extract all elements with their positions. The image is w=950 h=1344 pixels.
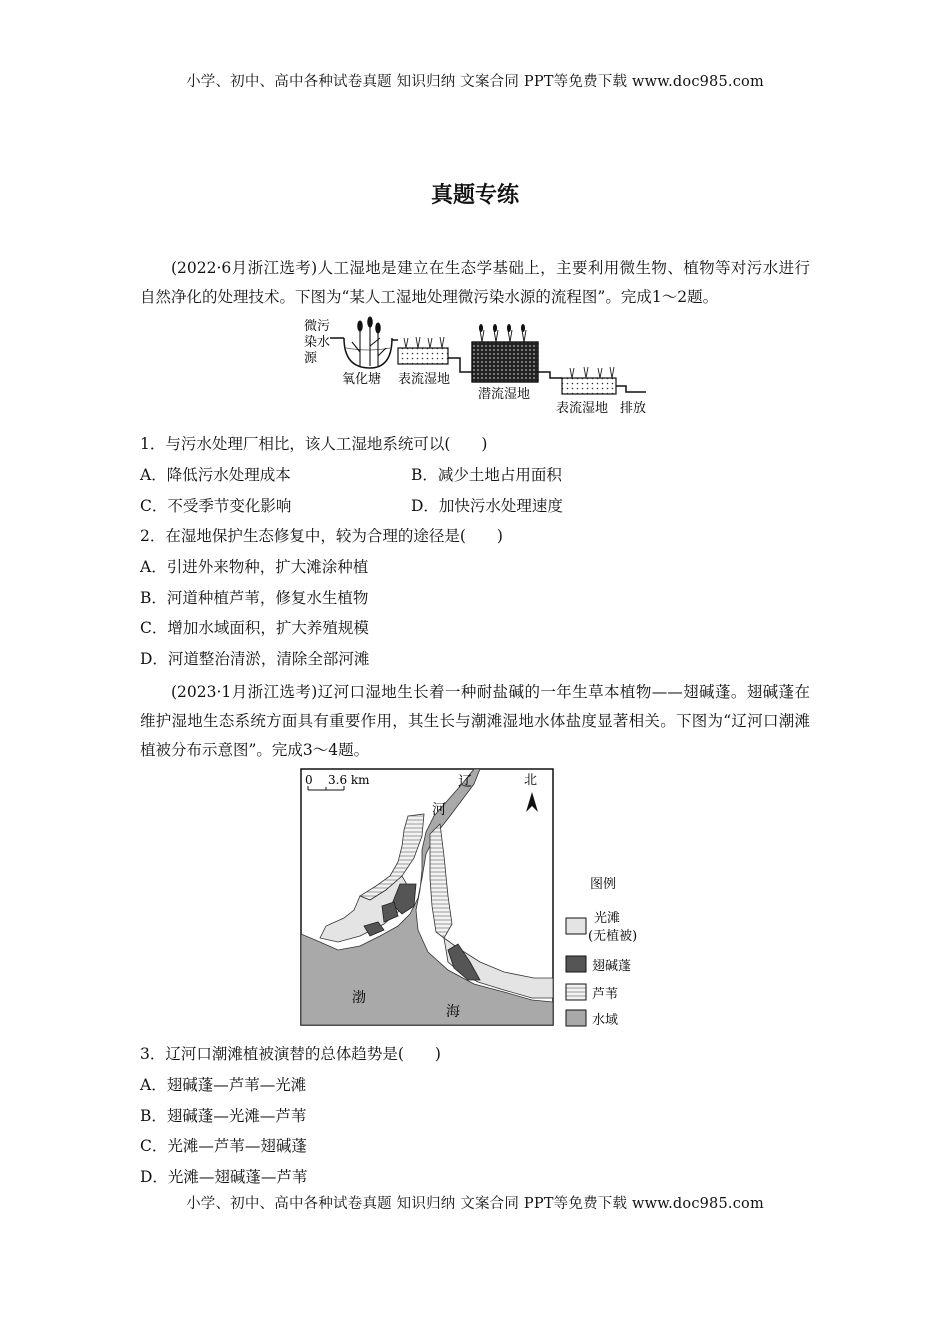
plant-icon (479, 325, 526, 343)
legend-swatch-water (566, 1010, 586, 1026)
surface-wetland-2 (562, 378, 616, 394)
page-header: 小学、初中、高中各种试卷真题 知识归纳 文案合同 PPT等免费下载 www.doc985.com (186, 74, 764, 90)
legend-reed-label: 芦苇 (592, 987, 619, 1002)
plant-icon (570, 367, 614, 378)
stage-surface-wetland-1: 表流湿地 (398, 372, 451, 387)
q2-option-a: A．引进外来物种，扩大滩涂种植 (140, 558, 369, 576)
q1-option-b: B．减少土地占用面积 (411, 466, 562, 484)
sea-label-1: 渤 (352, 990, 366, 1006)
discharge-pipe (616, 386, 646, 392)
q1-option-d: D．加快污水处理速度 (411, 497, 563, 515)
scale-zero: 0 (305, 773, 313, 787)
sea-label-2: 海 (446, 1004, 460, 1020)
passage-2: (2023·1月浙江选考)辽河口湿地生长着一种耐盐碱的一年生草本植物——翅碱蓬。翅碱蓬在维护湿地生态系统方面具有重要作用，其生长与潮滩湿地水体盐度显著相关。下图为“辽河口潮滩植被分布示意图”。完成3～4题。 (140, 683, 810, 759)
scale-label: 3.6 km (328, 773, 370, 787)
subsurface-wetland (472, 342, 538, 382)
q2-option-d: D．河道整治清淤，清除全部河滩 (140, 650, 370, 668)
q3-option-b: B．翅碱蓬—光滩—芦苇 (140, 1107, 307, 1125)
legend-bare-note: (无植被) (588, 929, 638, 944)
north-label: 北 (524, 773, 538, 788)
passage-1: (2022·6月浙江选考)人工湿地是建立在生态学基础上，主要利用微生物、植物等对污水进行自然净化的处理技术。下图为“某人工湿地处理微污染水源的流程图”。完成1～2题。 (140, 259, 810, 306)
q3-option-d: D．光滩—翅碱蓬—芦苇 (140, 1168, 308, 1186)
river-label-2: 河 (432, 802, 446, 818)
source-label-1: 微污 (304, 319, 331, 334)
stage-surface-wetland-2: 表流湿地 (556, 401, 609, 416)
source-label-2: 染水 (304, 335, 331, 350)
liaohe-estuary-map (298, 766, 658, 1030)
q3-option-a: A．翅碱蓬—芦苇—光滩 (140, 1076, 307, 1094)
legend-swatch-suaeda (566, 956, 586, 972)
wetland-flow-diagram (300, 316, 660, 420)
q2-stem: 2．在湿地保护生态修复中，较为合理的途径是( ) (140, 527, 503, 545)
stage-subsurface-wetland: 潜流湿地 (478, 387, 531, 402)
source-label-3: 源 (304, 351, 318, 366)
legend-swatch-bare (566, 918, 586, 934)
q1-option-a: A．降低污水处理成本 (140, 466, 291, 484)
plant-icon (404, 337, 444, 348)
map-legend (566, 877, 637, 1028)
stage-oxidation-pond: 氧化塘 (342, 372, 382, 387)
oxidation-pond (344, 338, 392, 368)
q2-option-c: C．增加水域面积，扩大养殖规模 (140, 619, 369, 637)
q3-stem: 3．辽河口潮滩植被演替的总体趋势是( ) (140, 1045, 441, 1063)
legend-water-label: 水域 (592, 1013, 619, 1028)
q2-option-b: B．河道种植芦苇，修复水生植物 (140, 589, 369, 607)
river-label-1: 辽 (458, 774, 472, 790)
legend-swatch-reed (566, 984, 586, 1000)
q1-stem: 1．与污水处理厂相比，该人工湿地系统可以( ) (140, 435, 488, 453)
stage-discharge: 排放 (620, 401, 647, 416)
page-title: 真题专练 (430, 183, 519, 208)
q3-option-c: C．光滩—芦苇—翅碱蓬 (140, 1137, 307, 1155)
q1-option-c: C．不受季节变化影响 (140, 497, 292, 515)
legend-suaeda-label: 翅碱蓬 (592, 959, 632, 974)
page-footer: 小学、初中、高中各种试卷真题 知识归纳 文案合同 PPT等免费下载 www.doc985.com (186, 1196, 764, 1212)
legend-bare-label: 光滩 (594, 911, 621, 926)
surface-wetland-1 (398, 348, 448, 364)
legend-title: 图例 (590, 877, 617, 892)
